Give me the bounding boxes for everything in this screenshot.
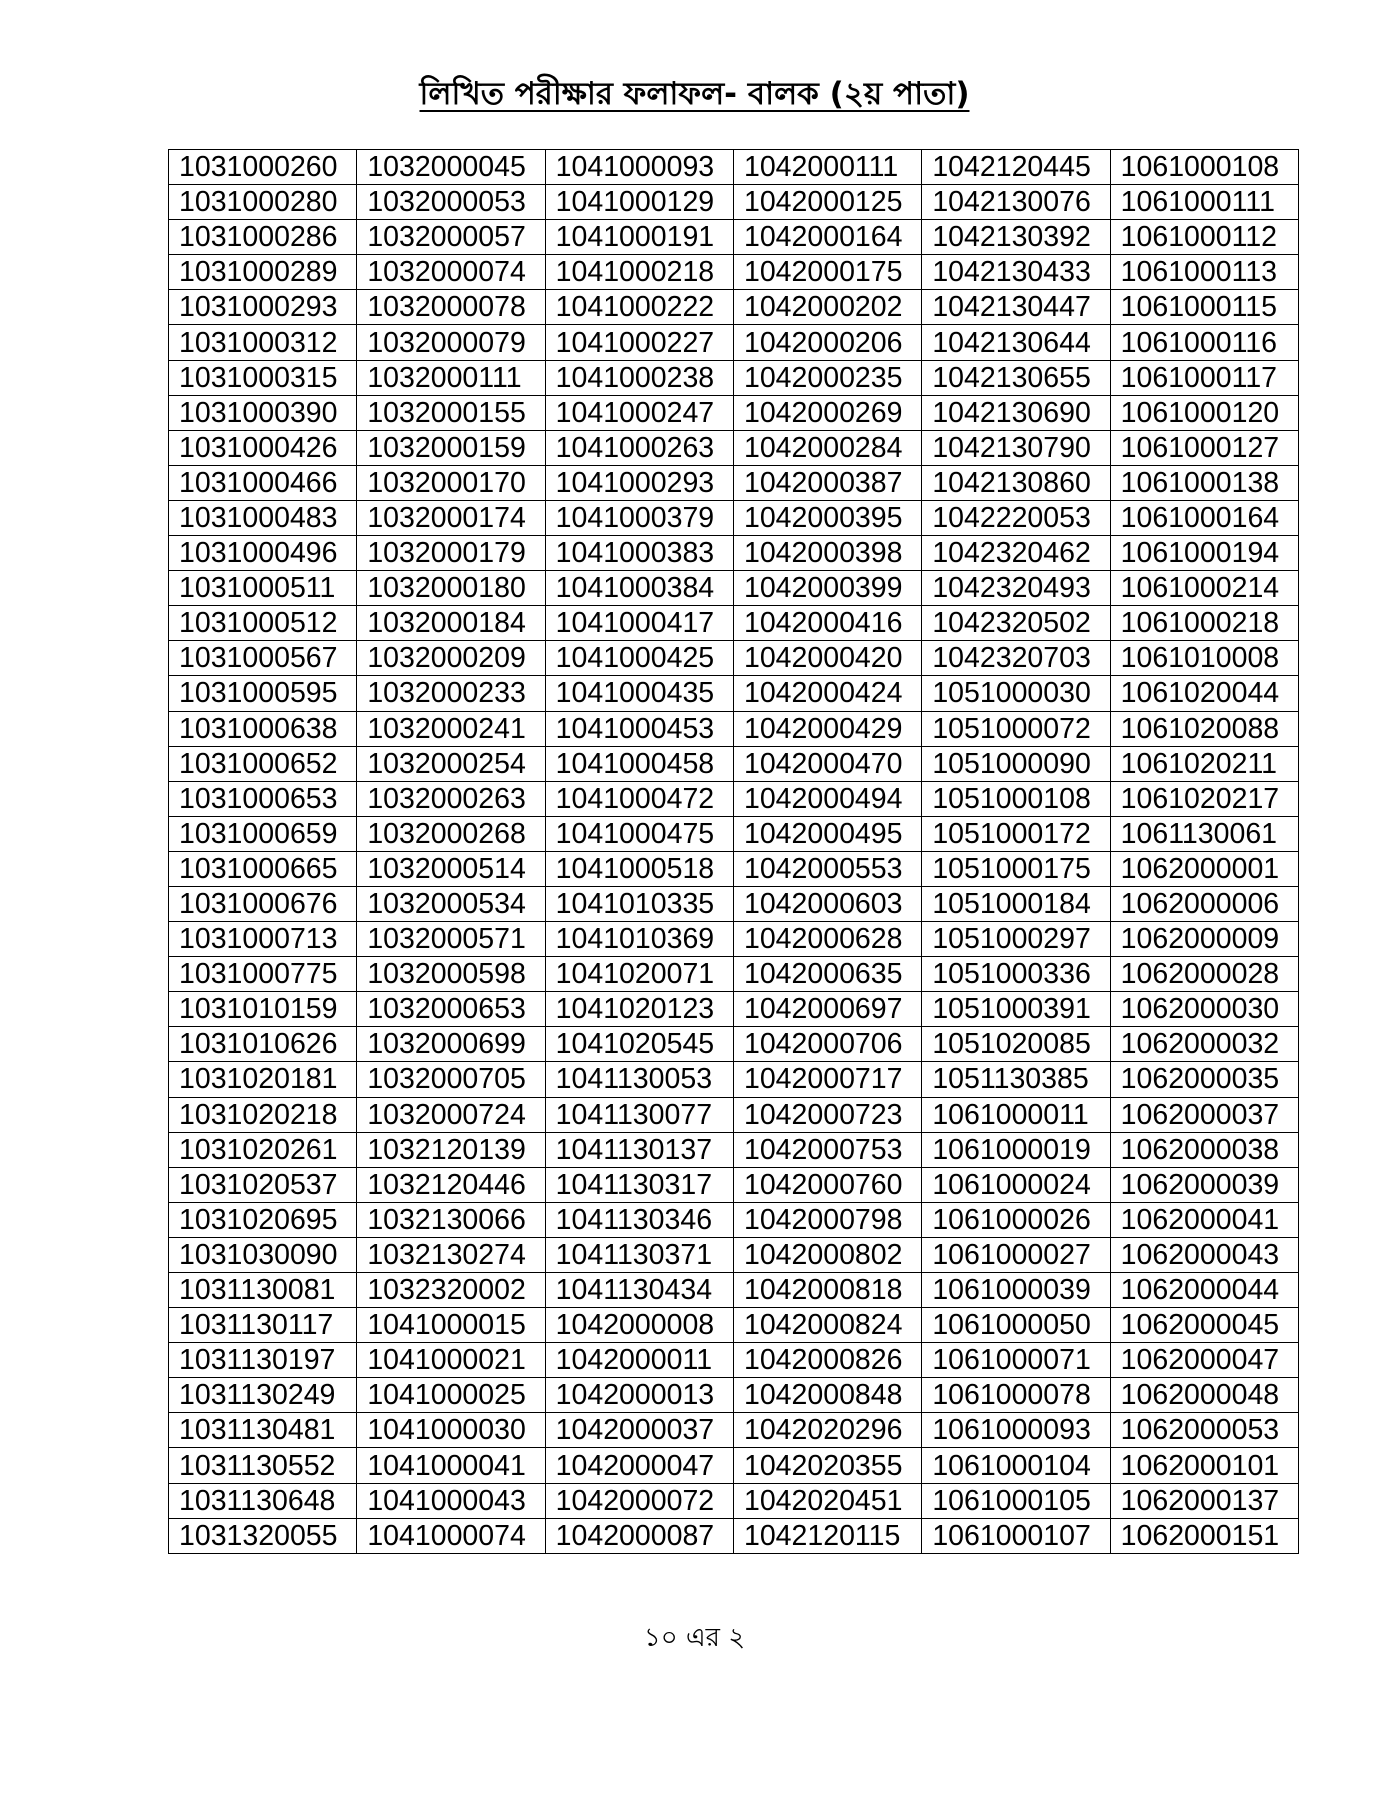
roll-number-cell: 1031010626 [169,1027,357,1062]
roll-number-cell: 1031000638 [169,711,357,746]
roll-number-cell: 1032000053 [357,185,545,220]
roll-number-cell: 1031130552 [169,1448,357,1483]
table-row [169,150,1299,185]
roll-number-cell: 1042320703 [922,641,1110,676]
roll-number-cell: 1051000108 [922,781,1110,816]
roll-number-cell: 1041000021 [357,1343,545,1378]
roll-number-cell: 1041130077 [545,1097,733,1132]
table-row [169,816,1299,851]
roll-number-cell: 1032000057 [357,220,545,255]
table-row [169,1273,1299,1308]
roll-number-cell: 1031130249 [169,1378,357,1413]
roll-number-cell: 1041000379 [545,500,733,535]
roll-number-cell: 1042000011 [545,1343,733,1378]
roll-number-cell: 1032000159 [357,430,545,465]
roll-number-cell: 1061000108 [1110,150,1298,185]
roll-number-cell: 1042020296 [733,1413,921,1448]
roll-number-cell: 1042000818 [733,1273,921,1308]
table-row [169,781,1299,816]
table-row [169,1378,1299,1413]
roll-number-cell: 1042000111 [733,150,921,185]
roll-number-cell: 1061000218 [1110,606,1298,641]
table-row [169,1202,1299,1237]
roll-number-cell: 1041000518 [545,851,733,886]
roll-number-cell: 1061000050 [922,1308,1110,1343]
roll-number-cell: 1041010369 [545,922,733,957]
roll-number-cell: 1032130066 [357,1202,545,1237]
roll-number-cell: 1042220053 [922,500,1110,535]
roll-number-cell: 1041000218 [545,255,733,290]
roll-number-cell: 1031000293 [169,290,357,325]
roll-number-cell: 1061020211 [1110,746,1298,781]
roll-number-cell: 1061020044 [1110,676,1298,711]
roll-number-cell: 1042130655 [922,360,1110,395]
roll-number-cell: 1041000475 [545,816,733,851]
roll-number-cell: 1042000037 [545,1413,733,1448]
page-number: ১০ এর ২ [643,1623,746,1653]
roll-number-cell: 1031000426 [169,430,357,465]
roll-number-cell: 1041020123 [545,992,733,1027]
roll-number-cell: 1031000595 [169,676,357,711]
roll-number-cell: 1051000030 [922,676,1110,711]
roll-number-cell: 1061000138 [1110,465,1298,500]
roll-number-cell: 1041130053 [545,1062,733,1097]
roll-number-cell: 1042000175 [733,255,921,290]
roll-number-cell: 1042000206 [733,325,921,360]
roll-number-cell: 1031020218 [169,1097,357,1132]
roll-number-cell: 1042000398 [733,536,921,571]
roll-number-cell: 1032000514 [357,851,545,886]
table-row [169,255,1299,290]
roll-number-cell: 1031000713 [169,922,357,957]
roll-number-cell: 1042000494 [733,781,921,816]
roll-number-cell: 1042000826 [733,1343,921,1378]
roll-number-cell: 1041000222 [545,290,733,325]
roll-number-cell: 1061130061 [1110,816,1298,851]
roll-number-cell: 1061000112 [1110,220,1298,255]
table-row [169,922,1299,957]
roll-number-cell: 1042130690 [922,395,1110,430]
roll-number-cell: 1042000395 [733,500,921,535]
roll-number-cell: 1031000511 [169,571,357,606]
roll-number-cell: 1051000090 [922,746,1110,781]
roll-number-cell: 1032120139 [357,1132,545,1167]
roll-number-cell: 1042130860 [922,465,1110,500]
roll-number-cell: 1041000238 [545,360,733,395]
roll-number-cell: 1041000435 [545,676,733,711]
roll-number-cell: 1042320493 [922,571,1110,606]
roll-number-cell: 1031020695 [169,1202,357,1237]
roll-number-cell: 1061010008 [1110,641,1298,676]
roll-number-cell: 1041130371 [545,1237,733,1272]
roll-number-cell: 1062000151 [1110,1518,1298,1553]
roll-number-cell: 1041000030 [357,1413,545,1448]
roll-number-cell: 1042130790 [922,430,1110,465]
roll-number-cell: 1042000495 [733,816,921,851]
roll-number-cell: 1041000458 [545,746,733,781]
roll-number-cell: 1032000079 [357,325,545,360]
roll-number-cell: 1032000571 [357,922,545,957]
roll-number-cell: 1041000247 [545,395,733,430]
roll-number-cell: 1042000723 [733,1097,921,1132]
roll-number-cell: 1042000125 [733,185,921,220]
roll-number-cell: 1031000676 [169,886,357,921]
page-title [0,74,1389,114]
roll-number-cell: 1042000760 [733,1167,921,1202]
roll-number-cell: 1042000553 [733,851,921,886]
roll-number-cell: 1061000039 [922,1273,1110,1308]
page-title-text: লিখিত পরীক্ষার ফলাফল- বালক (২য় পাতা) [419,76,970,112]
results-table-body [169,150,1299,1554]
roll-number-cell: 1041000417 [545,606,733,641]
table-row [169,1167,1299,1202]
table-row [169,500,1299,535]
roll-number-cell: 1061000164 [1110,500,1298,535]
roll-number-cell: 1042000429 [733,711,921,746]
roll-number-cell: 1062000101 [1110,1448,1298,1483]
roll-number-cell: 1042000717 [733,1062,921,1097]
roll-number-cell: 1051000391 [922,992,1110,1027]
roll-number-cell: 1042120115 [733,1518,921,1553]
roll-number-cell: 1032000653 [357,992,545,1027]
roll-number-cell: 1062000037 [1110,1097,1298,1132]
roll-number-cell: 1032000180 [357,571,545,606]
table-row [169,1062,1299,1097]
table-row [169,886,1299,921]
results-table [168,149,1299,1554]
roll-number-cell: 1041000383 [545,536,733,571]
roll-number-cell: 1041020545 [545,1027,733,1062]
roll-number-cell: 1062000039 [1110,1167,1298,1202]
roll-number-cell: 1041130434 [545,1273,733,1308]
roll-number-cell: 1042000420 [733,641,921,676]
roll-number-cell: 1061000027 [922,1237,1110,1272]
roll-number-cell: 1062000043 [1110,1237,1298,1272]
roll-number-cell: 1041130137 [545,1132,733,1167]
roll-number-cell: 1061000113 [1110,255,1298,290]
table-row [169,676,1299,711]
roll-number-cell: 1061000120 [1110,395,1298,430]
roll-number-cell: 1062000038 [1110,1132,1298,1167]
roll-number-cell: 1051000072 [922,711,1110,746]
roll-number-cell: 1051000336 [922,957,1110,992]
roll-number-cell: 1062000006 [1110,886,1298,921]
table-row [169,360,1299,395]
roll-number-cell: 1042000387 [733,465,921,500]
table-row [169,851,1299,886]
roll-number-cell: 1041000384 [545,571,733,606]
table-row [169,290,1299,325]
table-row [169,1132,1299,1167]
roll-number-cell: 1061000107 [922,1518,1110,1553]
roll-number-cell: 1032000724 [357,1097,545,1132]
roll-number-cell: 1032000534 [357,886,545,921]
roll-number-cell: 1042130392 [922,220,1110,255]
roll-number-cell: 1062000047 [1110,1343,1298,1378]
roll-number-cell: 1041000453 [545,711,733,746]
roll-number-cell: 1031010159 [169,992,357,1027]
table-row [169,1097,1299,1132]
roll-number-cell: 1032120446 [357,1167,545,1202]
roll-number-cell: 1042000164 [733,220,921,255]
roll-number-cell: 1041000041 [357,1448,545,1483]
roll-number-cell: 1031020261 [169,1132,357,1167]
roll-number-cell: 1041000129 [545,185,733,220]
roll-number-cell: 1042000470 [733,746,921,781]
roll-number-cell: 1031000659 [169,816,357,851]
roll-number-cell: 1041000293 [545,465,733,500]
table-row [169,325,1299,360]
roll-number-cell: 1042130076 [922,185,1110,220]
roll-number-cell: 1031000512 [169,606,357,641]
table-row [169,395,1299,430]
roll-number-cell: 1042000753 [733,1132,921,1167]
roll-number-cell: 1042000269 [733,395,921,430]
roll-number-cell: 1031320055 [169,1518,357,1553]
roll-number-cell: 1042000848 [733,1378,921,1413]
roll-number-cell: 1032000233 [357,676,545,711]
roll-number-cell: 1041020071 [545,957,733,992]
roll-number-cell: 1041000191 [545,220,733,255]
roll-number-cell: 1031000286 [169,220,357,255]
table-row [169,430,1299,465]
roll-number-cell: 1062000137 [1110,1483,1298,1518]
roll-number-cell: 1041000425 [545,641,733,676]
roll-number-cell: 1061000115 [1110,290,1298,325]
roll-number-cell: 1061000019 [922,1132,1110,1167]
roll-number-cell: 1041000043 [357,1483,545,1518]
roll-number-cell: 1032000170 [357,465,545,500]
roll-number-cell: 1062000009 [1110,922,1298,957]
table-row [169,641,1299,676]
roll-number-cell: 1032000179 [357,536,545,571]
table-row [169,1483,1299,1518]
roll-number-cell: 1032000241 [357,711,545,746]
table-row [169,1448,1299,1483]
roll-number-cell: 1061000011 [922,1097,1110,1132]
roll-number-cell: 1031000260 [169,150,357,185]
roll-number-cell: 1032000598 [357,957,545,992]
roll-number-cell: 1051020085 [922,1027,1110,1062]
roll-number-cell: 1042000235 [733,360,921,395]
roll-number-cell: 1031000280 [169,185,357,220]
roll-number-cell: 1061000078 [922,1378,1110,1413]
table-row [169,465,1299,500]
roll-number-cell: 1062000030 [1110,992,1298,1027]
roll-number-cell: 1032000184 [357,606,545,641]
table-row [169,992,1299,1027]
roll-number-cell: 1032000209 [357,641,545,676]
roll-number-cell: 1041130317 [545,1167,733,1202]
roll-number-cell: 1031000775 [169,957,357,992]
roll-number-cell: 1032000155 [357,395,545,430]
roll-number-cell: 1032320002 [357,1273,545,1308]
roll-number-cell: 1042000072 [545,1483,733,1518]
roll-number-cell: 1042000798 [733,1202,921,1237]
roll-number-cell: 1031000496 [169,536,357,571]
roll-number-cell: 1061000214 [1110,571,1298,606]
roll-number-cell: 1062000001 [1110,851,1298,886]
roll-number-cell: 1042000424 [733,676,921,711]
roll-number-cell: 1032000074 [357,255,545,290]
roll-number-cell: 1042000399 [733,571,921,606]
table-row [169,571,1299,606]
roll-number-cell: 1031000652 [169,746,357,781]
roll-number-cell: 1031000312 [169,325,357,360]
roll-number-cell: 1061000105 [922,1483,1110,1518]
roll-number-cell: 1041000074 [357,1518,545,1553]
roll-number-cell: 1062000041 [1110,1202,1298,1237]
roll-number-cell: 1061000116 [1110,325,1298,360]
roll-number-cell: 1042130433 [922,255,1110,290]
roll-number-cell: 1062000045 [1110,1308,1298,1343]
roll-number-cell: 1042000603 [733,886,921,921]
table-row [169,1237,1299,1272]
roll-number-cell: 1032000078 [357,290,545,325]
roll-number-cell: 1041010335 [545,886,733,921]
roll-number-cell: 1031020537 [169,1167,357,1202]
roll-number-cell: 1032000111 [357,360,545,395]
roll-number-cell: 1061000024 [922,1167,1110,1202]
roll-number-cell: 1061000117 [1110,360,1298,395]
table-row [169,606,1299,641]
roll-number-cell: 1031000390 [169,395,357,430]
roll-number-cell: 1061020088 [1110,711,1298,746]
roll-number-cell: 1031130648 [169,1483,357,1518]
roll-number-cell: 1032000699 [357,1027,545,1062]
roll-number-cell: 1062000048 [1110,1378,1298,1413]
roll-number-cell: 1061000194 [1110,536,1298,571]
roll-number-cell: 1062000028 [1110,957,1298,992]
roll-number-cell: 1062000044 [1110,1273,1298,1308]
table-row [169,1518,1299,1553]
roll-number-cell: 1032130274 [357,1237,545,1272]
roll-number-cell: 1041000093 [545,150,733,185]
roll-number-cell: 1062000035 [1110,1062,1298,1097]
roll-number-cell: 1042000635 [733,957,921,992]
roll-number-cell: 1042000824 [733,1308,921,1343]
roll-number-cell: 1041000025 [357,1378,545,1413]
roll-number-cell: 1061000093 [922,1413,1110,1448]
roll-number-cell: 1061000026 [922,1202,1110,1237]
table-row [169,957,1299,992]
roll-number-cell: 1032000268 [357,816,545,851]
table-row [169,1027,1299,1062]
roll-number-cell: 1041130346 [545,1202,733,1237]
table-row [169,536,1299,571]
roll-number-cell: 1042000416 [733,606,921,641]
roll-number-cell: 1061000111 [1110,185,1298,220]
roll-number-cell: 1042120445 [922,150,1110,185]
roll-number-cell: 1042000047 [545,1448,733,1483]
roll-number-cell: 1042000008 [545,1308,733,1343]
roll-number-cell: 1042000628 [733,922,921,957]
roll-number-cell: 1041000263 [545,430,733,465]
roll-number-cell: 1051000175 [922,851,1110,886]
roll-number-cell: 1031000315 [169,360,357,395]
roll-number-cell: 1051000297 [922,922,1110,957]
roll-number-cell: 1031000483 [169,500,357,535]
table-row [169,1413,1299,1448]
roll-number-cell: 1041000015 [357,1308,545,1343]
roll-number-cell: 1042000697 [733,992,921,1027]
roll-number-cell: 1041000472 [545,781,733,816]
roll-number-cell: 1032000174 [357,500,545,535]
roll-number-cell: 1062000053 [1110,1413,1298,1448]
roll-number-cell: 1061020217 [1110,781,1298,816]
roll-number-cell: 1061000071 [922,1343,1110,1378]
roll-number-cell: 1042000706 [733,1027,921,1062]
roll-number-cell: 1031130481 [169,1413,357,1448]
roll-number-cell: 1031000665 [169,851,357,886]
roll-number-cell: 1061000127 [1110,430,1298,465]
table-row [169,711,1299,746]
roll-number-cell: 1032000045 [357,150,545,185]
table-row [169,1308,1299,1343]
roll-number-cell: 1042000202 [733,290,921,325]
roll-number-cell: 1031020181 [169,1062,357,1097]
roll-number-cell: 1051000184 [922,886,1110,921]
roll-number-cell: 1042000284 [733,430,921,465]
roll-number-cell: 1042000087 [545,1518,733,1553]
roll-number-cell: 1042130644 [922,325,1110,360]
roll-number-cell: 1031000289 [169,255,357,290]
roll-number-cell: 1031000567 [169,641,357,676]
table-row [169,220,1299,255]
roll-number-cell: 1032000263 [357,781,545,816]
roll-number-cell: 1042000802 [733,1237,921,1272]
roll-number-cell: 1032000705 [357,1062,545,1097]
table-row [169,1343,1299,1378]
roll-number-cell: 1031000466 [169,465,357,500]
table-row [169,185,1299,220]
roll-number-cell: 1041000227 [545,325,733,360]
roll-number-cell: 1031130117 [169,1308,357,1343]
roll-number-cell: 1031130081 [169,1273,357,1308]
roll-number-cell: 1042320502 [922,606,1110,641]
roll-number-cell: 1042320462 [922,536,1110,571]
roll-number-cell: 1061000104 [922,1448,1110,1483]
roll-number-cell: 1031130197 [169,1343,357,1378]
table-row [169,746,1299,781]
roll-number-cell: 1051130385 [922,1062,1110,1097]
roll-number-cell: 1051000172 [922,816,1110,851]
roll-number-cell: 1032000254 [357,746,545,781]
roll-number-cell: 1031000653 [169,781,357,816]
roll-number-cell: 1062000032 [1110,1027,1298,1062]
roll-number-cell: 1042130447 [922,290,1110,325]
roll-number-cell: 1042020451 [733,1483,921,1518]
roll-number-cell: 1031030090 [169,1237,357,1272]
roll-number-cell: 1042000013 [545,1378,733,1413]
roll-number-cell: 1042020355 [733,1448,921,1483]
